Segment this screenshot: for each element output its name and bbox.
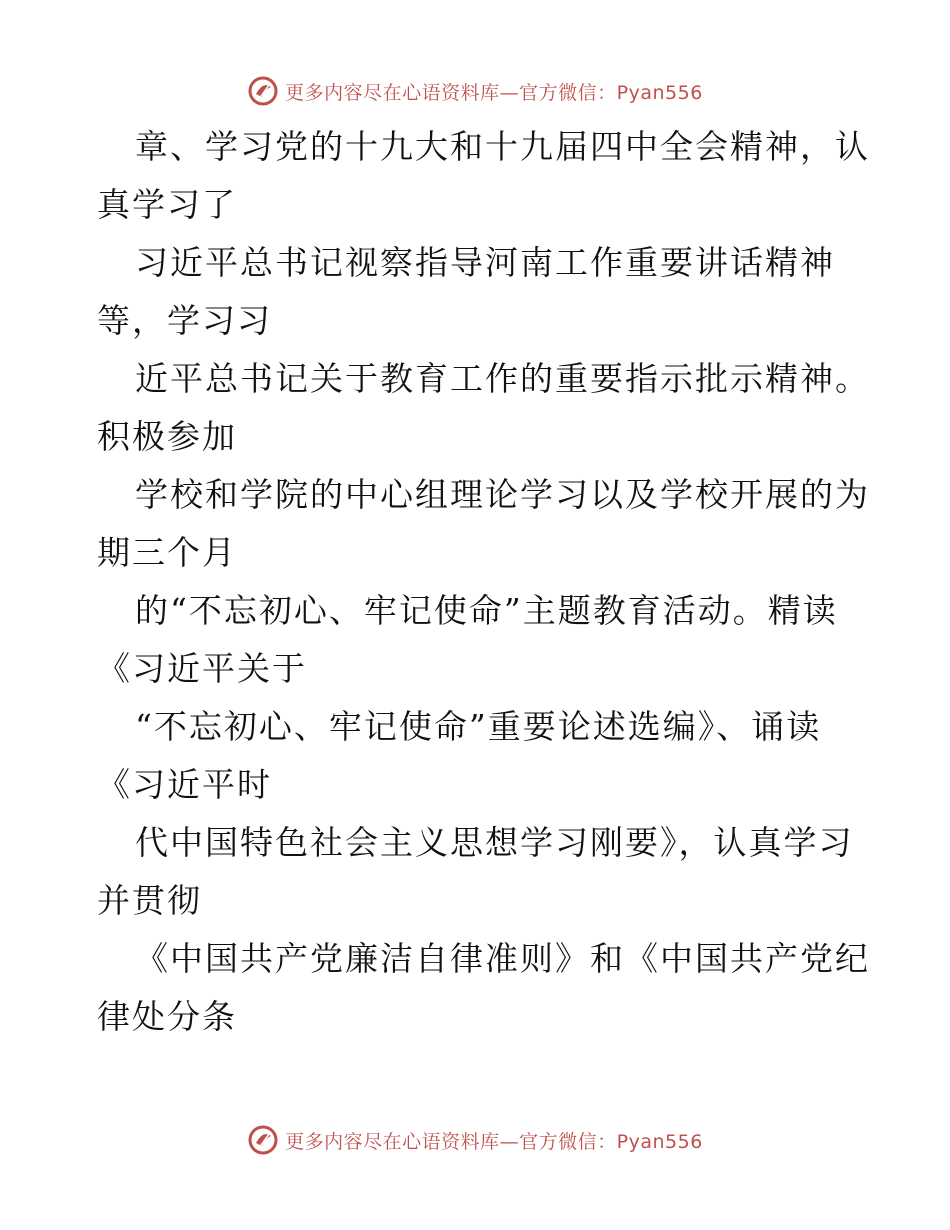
body-line: 的“不忘初心、牢记使命”主题教育活动。精读 [135,591,838,630]
body-line: 真学习了 [97,185,237,224]
body-line: 习近平总书记视察指导河南工作重要讲话精神 [135,243,835,282]
body-line: 并贯彻 [97,881,202,920]
body-line: 学校和学院的中心组理论学习以及学校开展的为 [135,475,870,514]
footer-banner [0,1120,950,1160]
body-line: 等，学习习 [97,301,272,340]
body-line: 律处分条 [97,997,237,1036]
header-banner [0,71,950,111]
body-line: 《习近平关于 [97,649,307,688]
header-banner-text [285,78,703,105]
body-line: 代中国特色社会主义思想学习刚要》，认真学习 [135,823,854,862]
body-line: 章、学习党的十九大和十九届四中全会精神，认 [135,127,870,166]
red-seal-logo-icon [247,1124,279,1156]
footer-banner-text [285,1127,703,1154]
body-line: 《习近平时 [97,765,272,804]
body-line: 期三个月 [97,533,237,572]
footer-banner-label: 更多内容尽在心语资料库—官方微信： [285,1130,617,1153]
document-body [97,118,870,1046]
red-seal-logo-icon [247,75,279,107]
body-line: 积极参加 [97,417,237,456]
body-line: 近平总书记关于教育工作的重要指示批示精神。 [135,359,870,398]
footer-banner-contact: Pyan556 [616,1130,703,1153]
header-banner-label: 更多内容尽在心语资料库—官方微信： [285,81,617,104]
body-line: “不忘初心、牢记使命”重要论述选编》、诵读 [135,707,822,746]
body-line: 《中国共产党廉洁自律准则》和《中国共产党纪 [135,939,870,978]
header-banner-contact: Pyan556 [616,81,703,104]
